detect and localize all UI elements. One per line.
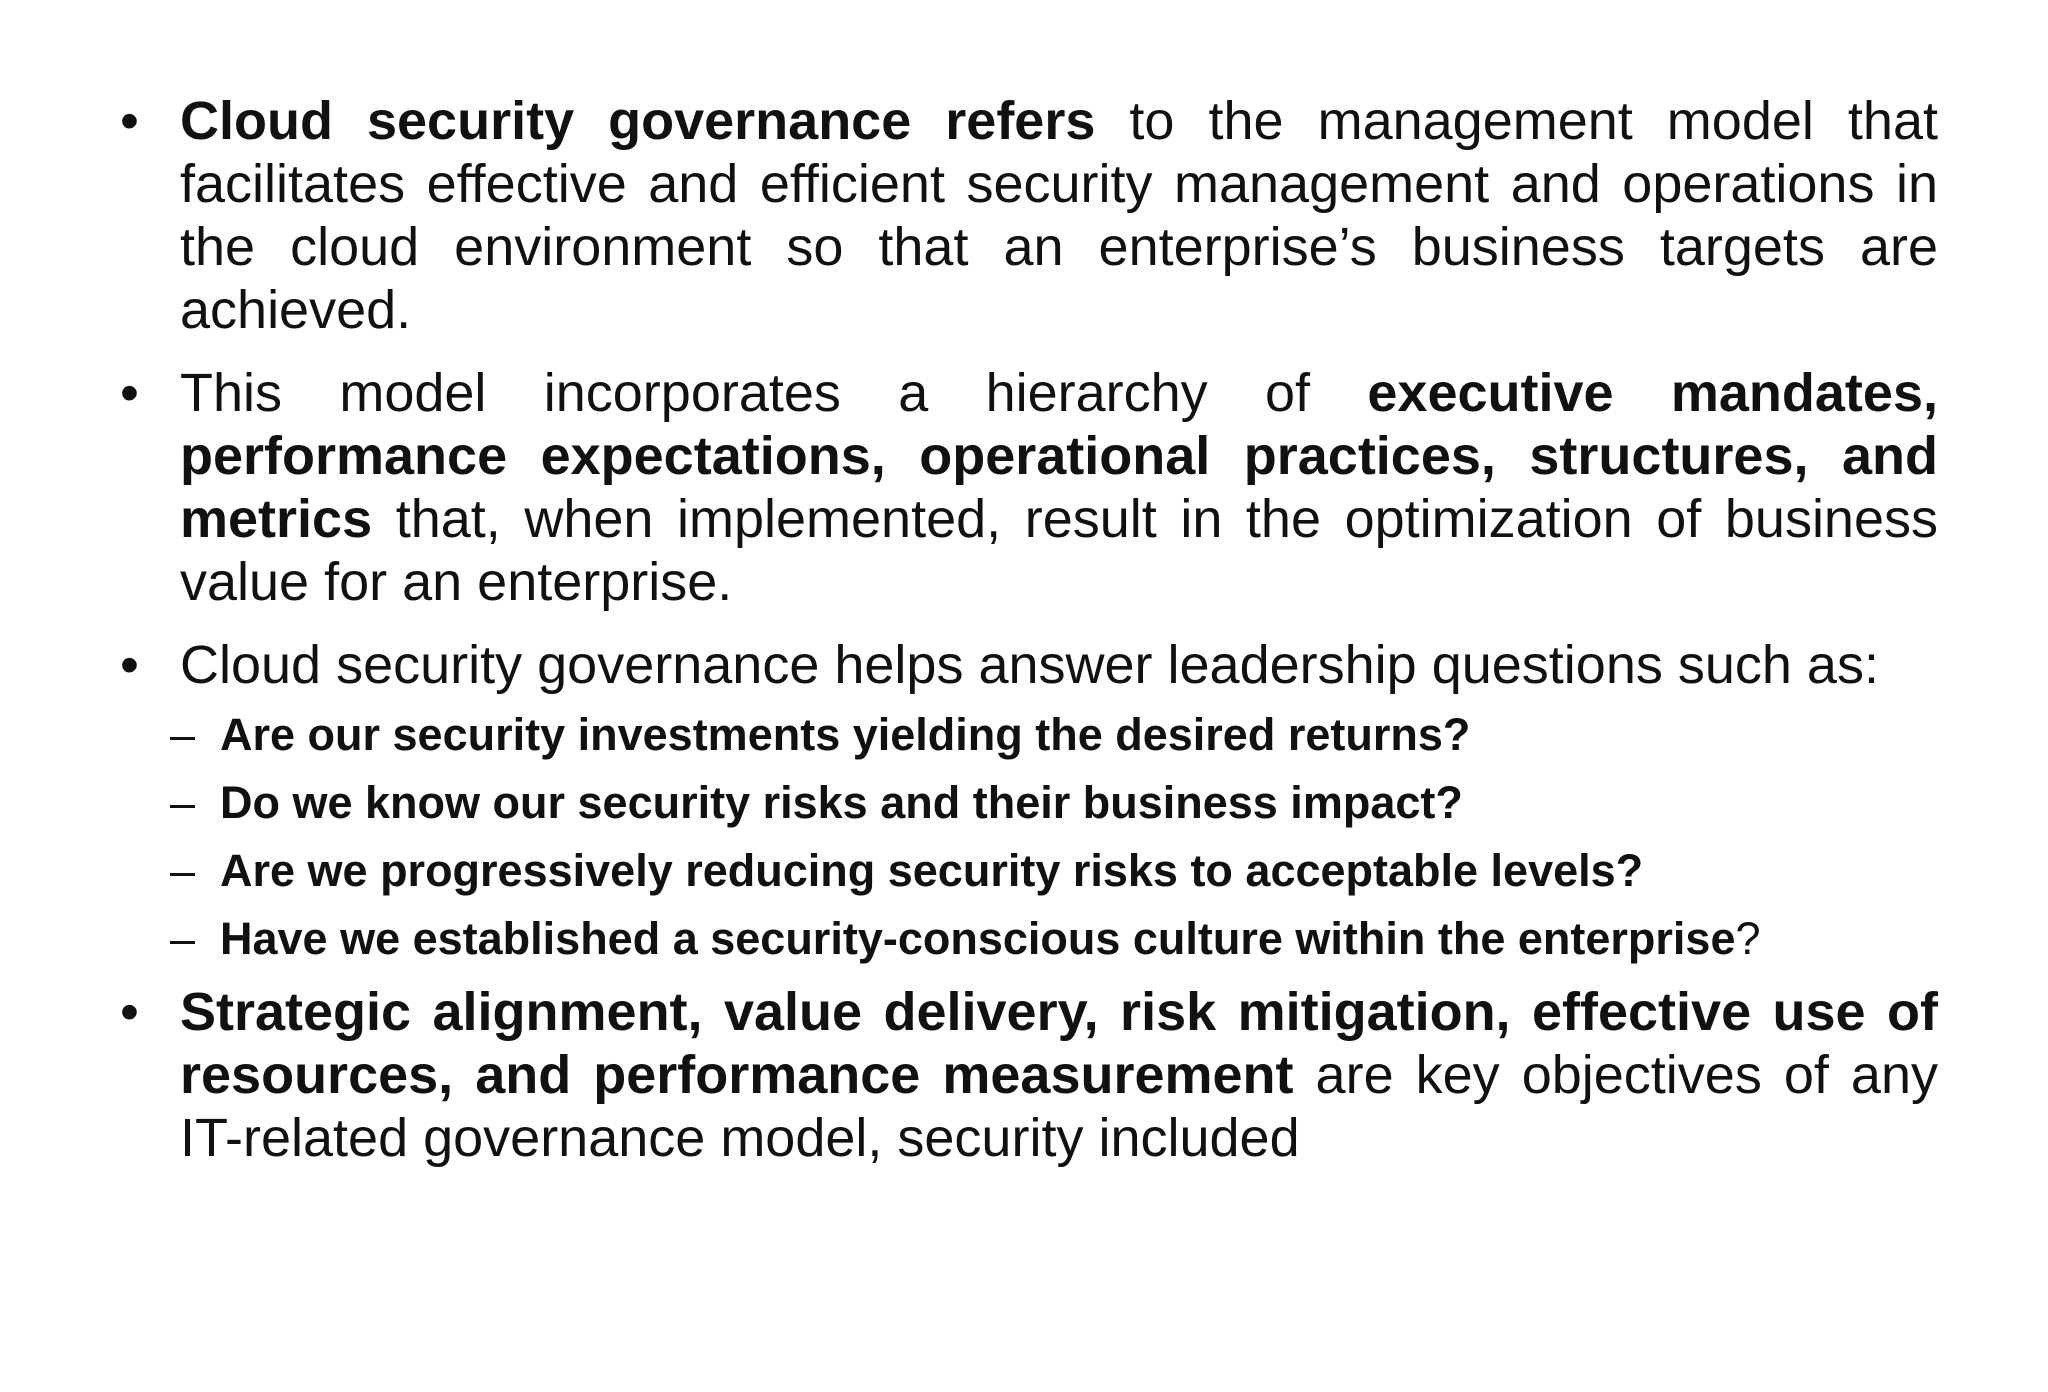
bold-segment: Strategic alignment, value delivery, risk mitigation, effective use of resources, and performance measurement [180, 982, 1938, 1105]
dash-marker: – [170, 845, 196, 896]
dash-marker: – [170, 777, 196, 828]
dash-marker: – [170, 913, 196, 964]
bullet-marker: • [120, 91, 139, 151]
sub-question-suffix: ? [1735, 913, 1761, 964]
sub-question-list [120, 709, 1938, 965]
text-segment: are key objectives of any IT-related governance model, security included [180, 1045, 1938, 1168]
bullet-text [180, 91, 1938, 340]
sub-question-item [170, 913, 1928, 965]
text-segment: to the management model that facilitates effective and efficient security management and operations in the cloud environment so that an enterprise’s business targets are achieved. [180, 91, 1938, 340]
bullet-text [180, 363, 1938, 612]
bold-segment: Cloud security governance refers [180, 91, 1096, 151]
sub-question-item [170, 777, 1928, 829]
bullet-item-key-objectives [120, 981, 1938, 1170]
sub-question-item [170, 845, 1928, 897]
sub-question-text: Do we know our security risks and their business impact? [220, 777, 1463, 828]
sub-question-text: Have we established a security-conscious culture within the enterprise [220, 913, 1736, 964]
dash-marker: – [170, 709, 196, 760]
slide-content [120, 90, 1938, 1190]
bullet-text [180, 635, 1879, 695]
sub-question-text: Are our security investments yielding the desired returns? [220, 709, 1471, 760]
text-segment: This model incorporates a hierarchy of [180, 363, 1368, 423]
bullet-item-leadership-questions [120, 634, 1938, 697]
text-segment: that, when implemented, result in the optimization of business value for an enterprise. [180, 489, 1938, 612]
text-segment: Cloud security governance helps answer leadership questions such as: [180, 635, 1879, 695]
bold-segment: executive mandates, performance expectations, operational practices, structures, and metrics [180, 363, 1938, 549]
bullet-marker: • [120, 363, 139, 423]
bullet-item-model-hierarchy [120, 362, 1938, 614]
bullet-marker: • [120, 982, 139, 1042]
bullet-item-governance-definition [120, 90, 1938, 342]
bullet-text [180, 982, 1938, 1168]
bullet-marker: • [120, 635, 139, 695]
sub-question-text: Are we progressively reducing security risks to acceptable levels? [220, 845, 1644, 896]
sub-question-item [170, 709, 1928, 761]
